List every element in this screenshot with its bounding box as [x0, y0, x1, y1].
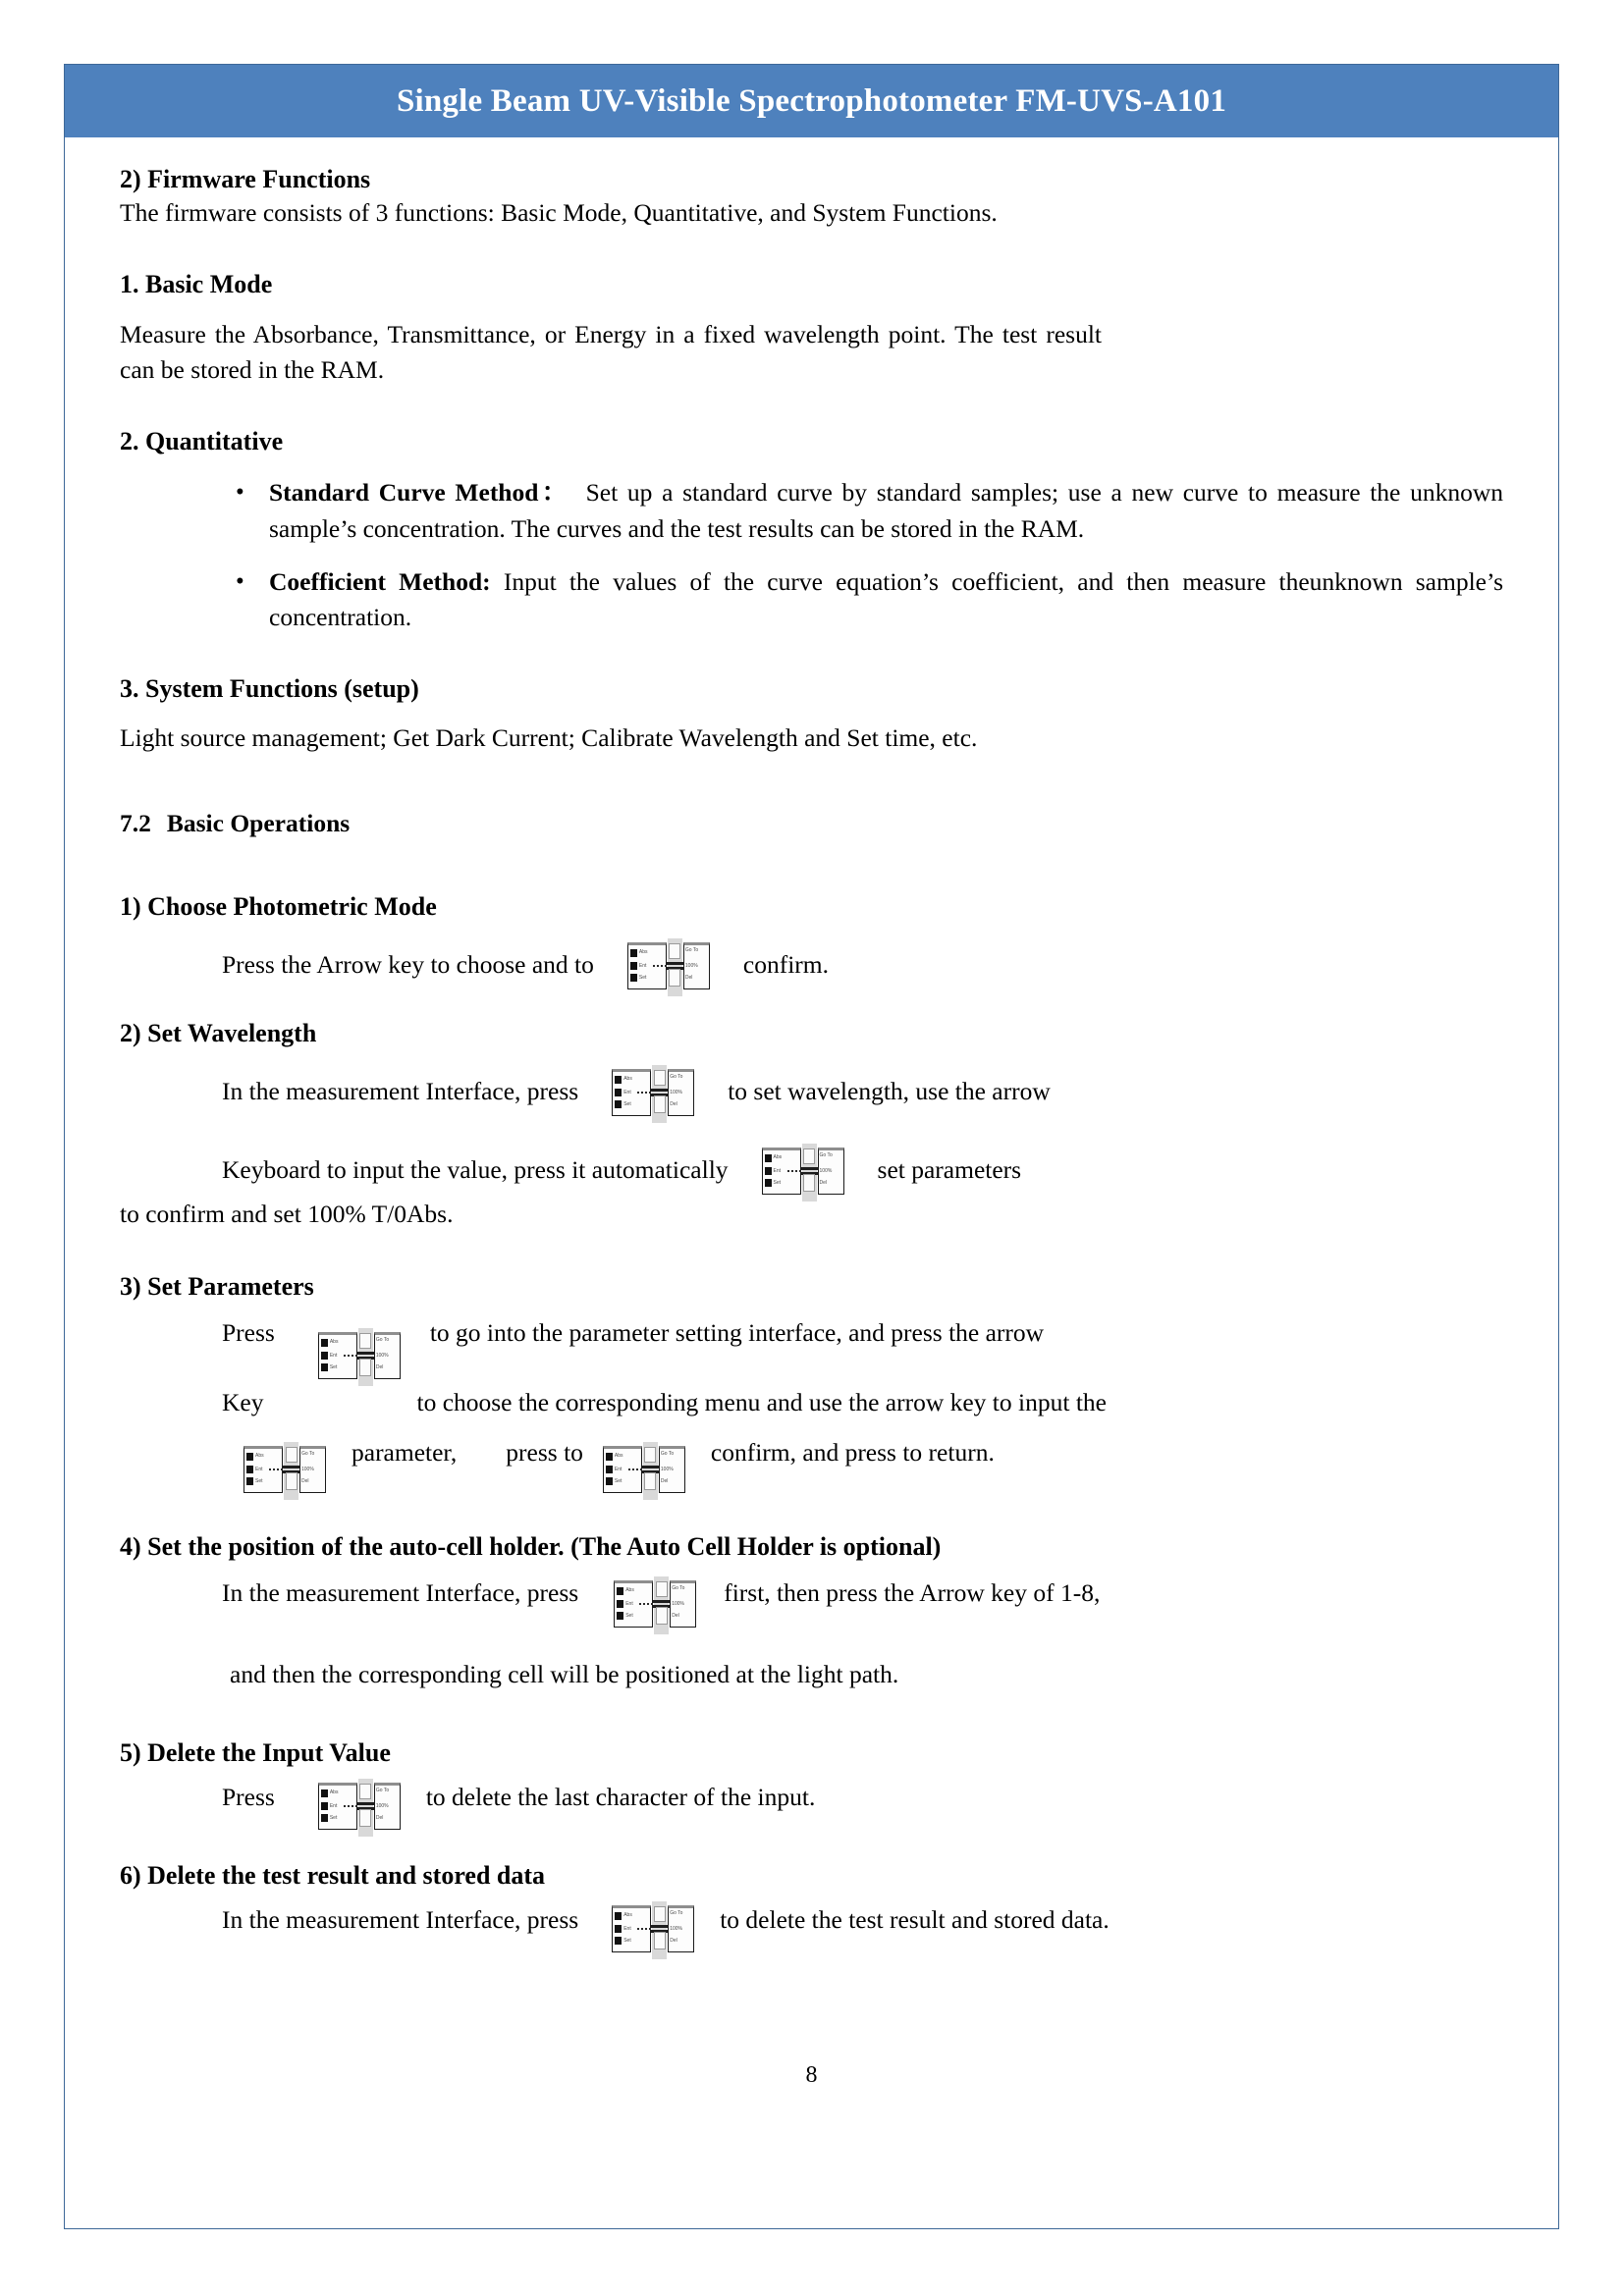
keypad-key-square [321, 1814, 328, 1822]
keypad-label: Abs [773, 1154, 783, 1161]
keypad-label: Go To [672, 1585, 685, 1592]
keypad-divider [801, 1167, 818, 1170]
op4-line1-after: first, then press the Arrow key of 1-8, [724, 1578, 1101, 1608]
op3-line3-a: parameter, [352, 1437, 458, 1467]
keypad-label: 100% [670, 1926, 682, 1933]
spacer [120, 635, 1503, 672]
op3-line2 [222, 1385, 1503, 1420]
op5-line1-before: Press [222, 1782, 275, 1811]
keypad-top-key [803, 1148, 815, 1164]
keypad-label: Del [301, 1478, 309, 1485]
keypad-label: Go To [375, 1336, 390, 1343]
keypad-divider [357, 1802, 374, 1805]
keypad-label: Del [670, 1101, 677, 1108]
keypad-top-key [656, 1581, 668, 1597]
keypad-key-square [321, 1352, 328, 1360]
heading-set-parameters: 3) Set Parameters [120, 1271, 314, 1301]
keypad-photo [318, 1779, 401, 1832]
bullet-body: Input the values of the curve equation’s coefficient, and then measure theunknown sample’s concentration. [269, 566, 1503, 632]
op3-line3-c: confirm, and press to return. [710, 1437, 995, 1467]
keypad-label: Go To [301, 1451, 315, 1458]
keypad-label: Del [684, 975, 693, 982]
page-content [65, 137, 1558, 2228]
spacer [120, 991, 1503, 1017]
keypad-key-square [246, 1453, 253, 1461]
keypad-bottom-key [359, 1359, 371, 1376]
op2-line2-after: set parameters [877, 1155, 1022, 1185]
keypad-label: Abs [329, 1338, 339, 1345]
keypad-bottom-key [654, 1932, 666, 1949]
keypad-label: Set [329, 1814, 338, 1821]
keypad-label: 100% [375, 1352, 389, 1359]
keypad-divider [283, 1466, 299, 1468]
keypad-label: Abs [638, 949, 648, 956]
keypad-top-key [286, 1447, 298, 1463]
keypad-key-square [615, 1089, 622, 1096]
op2-text-after: to set wavelength, use the arrow [728, 1077, 1051, 1106]
keypad-bottom-key [654, 1095, 666, 1113]
keypad-label: Go To [660, 1451, 675, 1458]
keypad-key-square [321, 1802, 328, 1810]
keypad-top-key [654, 1906, 666, 1922]
op6-line1 [222, 1894, 1503, 1947]
heading-delete-input-value: 5) Delete the Input Value [120, 1737, 391, 1767]
keypad-label: 100% [301, 1467, 314, 1473]
keypad-label: 100% [660, 1467, 674, 1473]
keypad-photo [762, 1144, 844, 1197]
op2-line3: to confirm and set 100% T/0Abs. [120, 1200, 454, 1229]
keypad-bottom-key [669, 969, 680, 987]
keypad-photo [627, 938, 710, 991]
op3-line2-after: to choose the corresponding menu and use the arrow key to input the [416, 1387, 1107, 1416]
op4-line1 [222, 1567, 1503, 1620]
keypad-label: 100% [672, 1601, 684, 1608]
document-page [64, 64, 1559, 2229]
keypad-label: Del [670, 1938, 677, 1945]
spacer [120, 1049, 1503, 1065]
heading-basic-operations [120, 806, 1503, 841]
keypad-label: Go To [670, 1074, 683, 1081]
spacer [120, 923, 1503, 938]
keypad-key-square [606, 1466, 613, 1473]
keypad-key-square [615, 1100, 622, 1108]
keypad-label: Ent [623, 1926, 631, 1933]
section-title: Basic Operations [166, 808, 351, 837]
keypad-key-square [246, 1477, 253, 1485]
keypad-key-square [615, 1925, 622, 1933]
page-title: Single Beam UV-Visible Spectrophotometer FM-UVS-A101 [396, 82, 1227, 119]
op6-line1-before: In the measurement Interface, press [222, 1904, 579, 1934]
bullet-text [269, 475, 1503, 546]
keypad-label: Set [623, 1101, 631, 1108]
spacer [120, 1118, 1503, 1144]
keypad-key-square [246, 1466, 253, 1473]
heading-set-wavelength: 2) Set Wavelength [120, 1019, 317, 1048]
keypad-label: Go To [670, 1910, 683, 1917]
keypad-label: Del [672, 1613, 679, 1620]
basic-mode-body: Measure the Absorbance, Transmittance, or Energy in a fixed wavelength point. The test result can be stored in the RAM. [120, 319, 1102, 384]
keypad-top-key [669, 943, 680, 959]
system-functions-body: Light source management; Get Dark Current; Calibrate Wavelength and Set time, etc. [120, 723, 978, 753]
spacer [120, 757, 1503, 806]
keypad-top-key [644, 1447, 656, 1463]
keypad-key-square [617, 1587, 623, 1595]
keypad-divider [357, 1352, 374, 1355]
keypad-key-square [606, 1477, 613, 1485]
keypad-label: 100% [670, 1090, 682, 1096]
keypad-divider [667, 962, 683, 965]
keypad-label: Set [623, 1938, 631, 1945]
op1-text-before: Press the Arrow key to choose and to [222, 950, 594, 980]
bullet-label: Coefficient Method: [269, 566, 491, 596]
op3-line3-b: press to [506, 1437, 583, 1467]
keypad-label: Ent [255, 1467, 263, 1473]
keypad-key-square [765, 1154, 772, 1162]
keypad-divider [642, 1466, 659, 1468]
spacer [120, 1233, 1503, 1270]
keypad-label: 100% [684, 963, 698, 970]
keypad-label: Del [375, 1363, 384, 1370]
bullet-marker: • [236, 567, 244, 595]
keypad-bottom-key [656, 1607, 668, 1625]
op1-text-after: confirm. [742, 950, 829, 980]
keypad-label: Set [614, 1478, 623, 1485]
heading-choose-photometric-mode: 1) Choose Photometric Mode [120, 891, 437, 921]
keypad-label: Set [255, 1478, 263, 1485]
heading-system-functions: 3. System Functions (setup) [120, 674, 419, 704]
keypad-divider [651, 1089, 668, 1092]
keypad-key-square [615, 1076, 622, 1084]
keypad-label: Ent [623, 1090, 631, 1096]
keypad-label: Ent [329, 1802, 338, 1809]
keypad-label: Set [638, 975, 647, 982]
keypad-divider [653, 1600, 670, 1603]
keypad-label: Set [329, 1363, 338, 1370]
bullet-body: Set up a standard curve by standard samples; use a new curve to measure the unknown sample’s concentration. The curves and the test results can be stored in the RAM. [269, 478, 1503, 543]
keypad-top-key [359, 1333, 371, 1349]
keypad-label: Go To [375, 1787, 390, 1793]
keypad-photo [244, 1442, 326, 1495]
keypad-photo [612, 1901, 694, 1954]
keypad-key-square [630, 974, 637, 982]
op5-line1-after: to delete the last character of the input. [425, 1782, 816, 1811]
keypad-key-square [615, 1937, 622, 1945]
keypad-key-square [765, 1167, 772, 1175]
heading-firmware-functions: 2) Firmware Functions [120, 165, 371, 193]
keypad-label: 100% [375, 1802, 389, 1809]
heading-basic-mode: 1. Basic Mode [120, 270, 273, 299]
keypad-key-square [321, 1789, 328, 1797]
heading-quantitative: 2. Quantitative [120, 427, 284, 456]
keypad-key-square [617, 1612, 623, 1620]
keypad-key-square [765, 1179, 772, 1187]
keypad-label: Ent [638, 963, 647, 970]
keypad-key-square [321, 1363, 328, 1371]
spacer [120, 841, 1503, 890]
page-number: 8 [805, 2062, 818, 2088]
keypad-top-key [359, 1784, 371, 1799]
bullet-marker: • [236, 479, 244, 507]
keypad-label: Ent [625, 1601, 633, 1608]
keypad-label: Abs [625, 1587, 634, 1594]
heading-delete-test-result: 6) Delete the test result and stored data [120, 1860, 546, 1890]
keypad-label: Del [819, 1180, 828, 1187]
op4-line2: and then the corresponding cell will be positioned at the light path. [230, 1660, 899, 1689]
keypad-label: Set [625, 1613, 633, 1620]
keypad-label: Abs [329, 1789, 339, 1795]
keypad-label: Del [660, 1478, 669, 1485]
op3-line1-before: Press [222, 1317, 275, 1347]
op6-line1-after: to delete the test result and stored data. [720, 1904, 1110, 1934]
keypad-top-key [654, 1070, 666, 1086]
keypad-key-square [321, 1339, 328, 1347]
op2-text-before: In the measurement Interface, press [222, 1077, 579, 1106]
keypad-key-square [617, 1600, 623, 1608]
bullet-text [269, 564, 1503, 635]
keypad-label: Abs [623, 1076, 632, 1083]
op3-line3 [222, 1426, 1503, 1485]
keypad-label: Ent [329, 1352, 338, 1359]
op2-line2-before: Keyboard to input the value, press it automatically [222, 1155, 729, 1185]
keypad-key-square [630, 949, 637, 957]
keypad-bottom-key [286, 1472, 298, 1490]
list-item [236, 564, 1503, 635]
keypad-key-square [606, 1453, 613, 1461]
heading-auto-cell-holder: 4) Set the position of the auto-cell holder. (The Auto Cell Holder is optional) [120, 1532, 942, 1562]
keypad-label: Abs [255, 1453, 264, 1460]
keypad-photo [318, 1328, 401, 1381]
spacer [120, 231, 1503, 268]
op5-line1 [222, 1771, 1503, 1824]
keypad-photo [614, 1576, 696, 1629]
keypad-label: Ent [773, 1168, 782, 1175]
keypad-bottom-key [359, 1809, 371, 1827]
keypad-key-square [630, 962, 637, 970]
firmware-intro: The firmware consists of 3 functions: Basic Mode, Quantitative, and System Functions. [120, 198, 998, 228]
keypad-photo [612, 1065, 694, 1118]
keypad-bottom-key [644, 1472, 656, 1490]
spacer [120, 301, 1503, 317]
keypad-label: Del [375, 1814, 384, 1821]
keypad-label: Go To [819, 1152, 833, 1159]
keypad-divider [651, 1925, 668, 1928]
bullet-label: Standard Curve Method： [269, 478, 570, 507]
op2-line2 [222, 1144, 1503, 1197]
keypad-label: Abs [614, 1453, 623, 1460]
spacer [120, 705, 1503, 721]
keypad-label: Go To [684, 947, 699, 954]
spacer [120, 388, 1503, 425]
keypad-label: Set [773, 1180, 782, 1187]
op2-line1 [222, 1065, 1503, 1118]
keypad-photo [603, 1442, 685, 1495]
keypad-key-square [615, 1912, 622, 1920]
section-number: 7.2 [120, 808, 151, 837]
spacer [120, 1693, 1503, 1736]
list-item [236, 475, 1503, 546]
page-header-band [65, 65, 1558, 137]
spacer [120, 1479, 1503, 1530]
keypad-label: 100% [819, 1168, 833, 1175]
op1-line [222, 938, 1503, 991]
keypad-label: Abs [623, 1912, 632, 1919]
op4-line1-before: In the measurement Interface, press [222, 1578, 579, 1608]
op3-line1 [222, 1307, 1503, 1370]
keypad-bottom-key [803, 1174, 815, 1192]
op3-line1-after: to go into the parameter setting interface, and press the arrow [429, 1317, 1045, 1347]
keypad-label: Ent [614, 1467, 623, 1473]
op3-line2-before: Key [222, 1387, 264, 1416]
